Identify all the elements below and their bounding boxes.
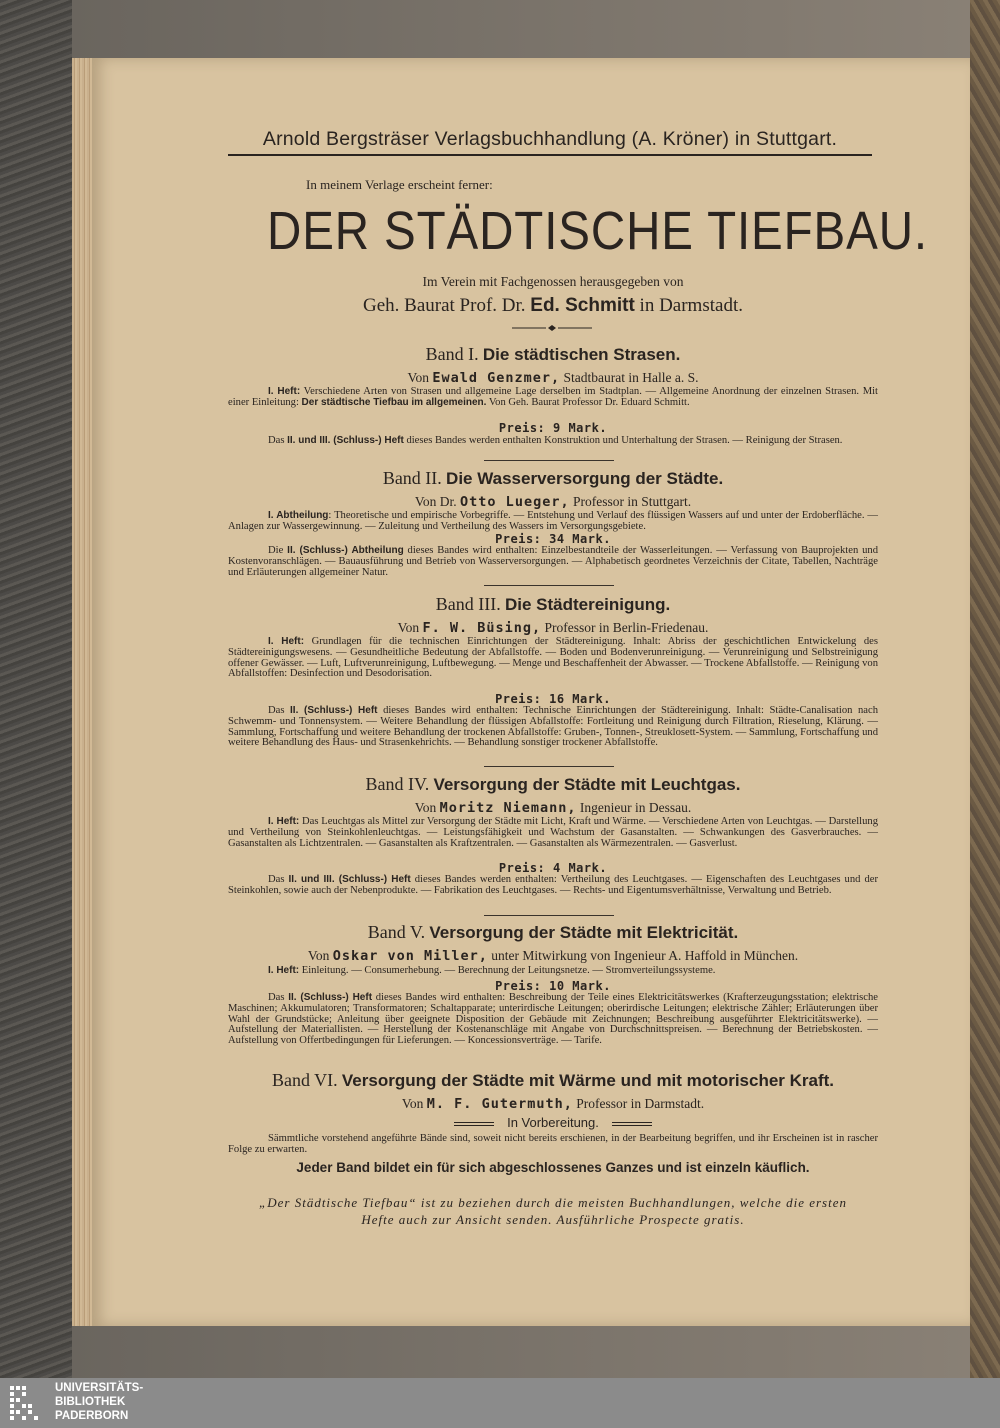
in-preparation: In Vorbereitung. (507, 1115, 599, 1130)
band-4-p2-pre: Das (268, 874, 289, 885)
band-1-paragraph-2 (228, 436, 878, 447)
band-3-author (228, 620, 878, 636)
band-4-p1-label: I. Heft: (268, 816, 300, 827)
footer-logo-line-2: BIBLIOTHEK (55, 1396, 126, 1408)
document-page (92, 58, 970, 1326)
band-3-p1-label: I. Heft: (268, 636, 305, 647)
band-4-price: Preis: 4 Mark. (498, 861, 608, 875)
band-4-title: Versorgung der Städte mit Leuchtgas. (433, 775, 741, 794)
band-5-author-post: unter Mitwirkung von Ingenieur A. Haffold in München. (491, 948, 799, 963)
band-2-p1-text: : Theoretische und empirische Vorbegriffe. — Entstehung und Verlauf des flüssigen Wassers auf und unter der Erdoberfläche. — Anlagen zur Wassergewinnung. — Zuleitung und Vertheilung des Wassers im Versorgungsgebiete. (228, 510, 878, 532)
band-3-paragraph-2 (228, 706, 878, 749)
publisher-rule (228, 154, 872, 156)
band-1-p1-bold: Der städtische Tiefbau im allgemeinen. (301, 396, 487, 408)
band-2-author-name: Otto Lueger, (460, 494, 570, 510)
band-5-paragraph-2 (228, 993, 878, 1047)
band-5-heading (228, 922, 878, 943)
band-1-title: Die städtischen Strasen. (482, 345, 681, 364)
closing-line-2: Hefte auch zur Ansicht senden. Ausführliche Prospecte gratis. (361, 1212, 745, 1227)
band-2-price: Preis: 34 Mark. (495, 532, 611, 546)
book-cover-right (970, 0, 1000, 1378)
band-1-volume: Band I. (425, 344, 479, 364)
band-6-heading (228, 1070, 878, 1091)
band-3-heading (228, 594, 878, 615)
band-1-p2-text: dieses Bandes werden enthalten Konstruktion und Unterhaltung der Strasen. — Reinigung der Strasen. (403, 435, 843, 446)
divider-4 (484, 915, 614, 916)
divider-2 (484, 585, 614, 586)
band-4-p1-text: Das Leuchtgas als Mittel zur Versorgung der Städte mit Licht, Kraft und Wärme. — Verschiedene Arten von Leuchtgas. — Darstellung und Vertheilung von Steinkohlenleuchtgas. — Leistungsfähigkeit und Wachstum der Gasanstalten. — Schwankungen des Gasverbrauches. — Gasanstalten als Lichtzentralen. — Gasanstalten als Kraftzentralen. — Gasanstalten als Wärmezentralen. — Gasverlust. (228, 816, 879, 849)
band-4-volume: Band IV. (365, 774, 430, 794)
band-3-p2-bold: II. (Schluss-) Heft (290, 705, 378, 716)
editor-pre: Geh. Baurat Prof. Dr. (363, 295, 526, 316)
band-3-author-name: F. W. Büsing, (422, 620, 542, 636)
band-5-author-pre: Von (307, 948, 330, 963)
band-5-volume: Band V. (367, 922, 426, 942)
band-3-author-post: Professor in Berlin-Friedenau. (544, 620, 709, 635)
band-1-p1-label: I. Heft: (268, 386, 301, 397)
footer-logo-line-1: UNIVERSITÄTS- (55, 1382, 144, 1394)
band-4-p2-bold: II. und III. (Schluss-) Heft (288, 874, 411, 885)
band-2-paragraph-2 (228, 546, 878, 578)
band-2-author-pre: Von Dr. (414, 494, 457, 509)
band-1-author (228, 370, 878, 386)
prep-rule-left (454, 1122, 494, 1126)
band-2-author-post: Professor in Stuttgart. (572, 494, 692, 509)
band-4-paragraph-2 (228, 875, 878, 897)
band-2-p2-bold: II. (Schluss-) Abtheilung (287, 545, 404, 556)
band-2-p1-label: I. Abtheilung (268, 510, 329, 521)
band-3-p2-text: dieses Bandes wird enthalten: Technische Einrichtungen der Städtereinigung. Inhalt: Städte-Canalisation nach Schwemm- und Tonnensystem. — Weitere Behandlung der flüssigen Abfallstoffe: Fortleitung und Reinigung durch Filtration, Rieselung, Klärung. — Sammlung, Fortschaffung und weitere Behandlung der trockenen Abfallstoffe: Gruben-, Tonnen-, Streuklosett-System. — Sammlung, Fortschaffung und weitere Behandlung des Haus- und Strasenkehrichts. — Behandlung sonstiger trockener Abfallstoffe. (228, 705, 878, 749)
band-3-p1-text: Grundlagen für die technischen Einrichtungen der Städtereinigung. Inhalt: Abriss der geschichtlichen Entwickelung des Städtereinigungswesens. — Gesundheitliche Bedeutung der Abfallstoffe. — Boden und Bodenverunreinigung. — Verunreinigung und Selbstreinigung offener Gewässer. — Luft, Luftverunreinigung, Luftbewegung. — Menge und Beschaffenheit der Abwasser. — Trockene Abfallstoffe. — Reinigung von Abfallstoffen: Desinfection und Desodorisation. (228, 636, 879, 680)
band-3-author-pre: Von (397, 620, 420, 635)
band-2-volume: Band II. (382, 468, 442, 488)
band-1-price: Preis: 9 Mark. (498, 421, 608, 435)
band-5-price: Preis: 10 Mark. (495, 979, 611, 993)
band-4-heading (228, 774, 878, 795)
band-5-p1-label: I. Heft: (268, 965, 300, 976)
band-5-p2-bold: II. (Schluss-) Heft (288, 992, 373, 1003)
band-6-title: Versorgung der Städte mit Wärme und mit motorischer Kraft. (341, 1071, 835, 1090)
band-1-paragraph-1 (228, 387, 878, 409)
band-5-author-name: Oskar von Miller, (332, 948, 488, 964)
band-1-author-pre: Von (407, 370, 429, 385)
notice-paragraph (228, 1134, 878, 1156)
band-1-author-post: Stadtbaurat in Halle a. S. (563, 370, 699, 385)
band-5-p2-text: dieses Bandes wird enthalten: Beschreibung der Teile eines Elektricitätswerkes (Krafterzeugungsstation; elektrische Maschinen; Akkumulatoren; Transformatoren; Schaltapparate; unterirdische Leitungen; oberirdische Leitungen; elektrische Zähler; Erläuterungen über Wahl der Grundstücke; Anleitung über geeignete Disposition der Gebäude mit Zeichnungen; Beschreibung ausgeführter Elektricitätswerke). — Aufstellung der Materiallisten. — Herstellung der Kostenanschläge mit Angabe von Durchschnittspreisen. — Berechnung der Betriebskosten. — Aufstellung von Offertbedingungen für Lieferungen. — Koncessionsverträge. — Tarife. (228, 992, 878, 1047)
band-6-volume: Band VI. (271, 1070, 338, 1090)
band-5-author (228, 948, 878, 964)
closing-line-1: „Der Städtische Tiefbau“ ist zu beziehen durch die meisten Buchhandlungen, welche die ersten (259, 1195, 847, 1210)
band-1-p1-text: Verschiedene Arten von Strasen und allgemeine Lage derselben im Stadtplan. — Allgemeine Anordnung der einzelnen Strasen. Mit einer Einleitung: (228, 386, 879, 408)
jeder-band-line: Jeder Band bildet ein für sich abgeschlossenes Ganzes und ist einzeln käuflich. (296, 1160, 810, 1175)
prep-rule-right (612, 1122, 652, 1126)
band-4-author-post: Ingenieur in Dessau. (579, 800, 692, 815)
band-1-heading (228, 344, 878, 365)
band-6-author (228, 1096, 878, 1112)
band-5-title: Versorgung der Städte mit Elektricität. (429, 923, 739, 942)
band-6-author-post: Professor in Darmstadt. (576, 1096, 705, 1111)
editor-post: in Darmstadt. (639, 295, 743, 316)
footer-logo-line-3: PADERBORN (55, 1410, 129, 1422)
band-3-p2-pre: Das (268, 705, 291, 716)
subtitle-line: Im Verein mit Fachgenossen herausgegeben von (422, 274, 684, 289)
band-4-p2-text: dieses Bandes werden enthalten: Vertheilung des Leuchtgases. — Eigenschaften des Leuchtgases und der Steinkohlen, sowie auch der Nebenprodukte. — Fabrikation des Leuchtgases. — Rechts- und Eigentumsverhältnisse, Verwaltung und Betrieb. (228, 874, 879, 896)
band-2-p2-text: dieses Bandes wird enthalten: Einzelbestandteile der Wasserleitungen. — Verfassung von Bauprojekten und Kostenvoranschlägen. — Bauausführung und Betrieb von Wasserversorgungen. — Alphabetisch geordnetes Verzeichnis der Citate, Tabellen, Nachträge und Erläuterungen allgemeiner Natur. (228, 545, 878, 578)
band-6-author-pre: Von (401, 1096, 424, 1111)
band-5-p1-text: Einleitung. — Consumerhebung. — Berechnung der Leitungsnetze. — Stromverteilungssysteme. (299, 965, 716, 976)
band-2-paragraph-1 (228, 511, 878, 533)
notice-text: Sämmtliche vorstehend angeführte Bände sind, soweit nicht bereits erschienen, in der Bearbeitung begriffen, und ihr Erscheinen ist in rascher Folge zu erwarten. (228, 1133, 878, 1155)
footer-logo-text (55, 1381, 143, 1423)
band-5-paragraph-1 (228, 966, 878, 977)
band-6-author-name: M. F. Gutermuth, (426, 1096, 573, 1112)
band-2-author (228, 494, 878, 510)
band-1-author-name: Ewald Genzmer, (432, 370, 561, 386)
divider-1 (484, 460, 614, 461)
band-3-price: Preis: 16 Mark. (495, 692, 611, 706)
footer-bar (0, 1378, 1000, 1428)
band-1-p2-pre: Das (268, 435, 288, 446)
main-title: DER STÄDTISCHE TIEFBAU. (267, 201, 928, 261)
band-3-paragraph-1 (228, 637, 878, 680)
band-5-p2-pre: Das (268, 992, 289, 1003)
band-3-volume: Band III. (435, 594, 501, 614)
book-cover-left (0, 0, 72, 1378)
intro-line: In meinem Verlage erscheint ferner: (306, 177, 493, 192)
editor-name: Ed. Schmitt (530, 295, 635, 316)
band-3-title: Die Städtereinigung. (504, 595, 671, 614)
band-4-author-pre: Von (414, 800, 437, 815)
band-1-p1-text-2: Von Geh. Baurat Professor Dr. Eduard Schmitt. (486, 396, 690, 408)
publisher-heading: Arnold Bergsträser Verlagsbuchhandlung (A. Kröner) in Stuttgart. (262, 128, 838, 150)
editor-line (228, 295, 878, 317)
band-4-author-name: Moritz Niemann, (439, 800, 577, 816)
band-4-author (228, 800, 878, 816)
university-logo-icon (8, 1384, 48, 1424)
band-2-title: Die Wasserversorgung der Städte. (446, 469, 724, 488)
divider-3 (484, 766, 614, 767)
band-2-p2-pre: Die (268, 545, 288, 556)
ornament-divider (512, 324, 592, 332)
band-4-paragraph-1 (228, 817, 878, 849)
band-2-heading (228, 468, 878, 489)
band-1-p2-bold: II. und III. (Schluss-) Heft (287, 435, 404, 446)
